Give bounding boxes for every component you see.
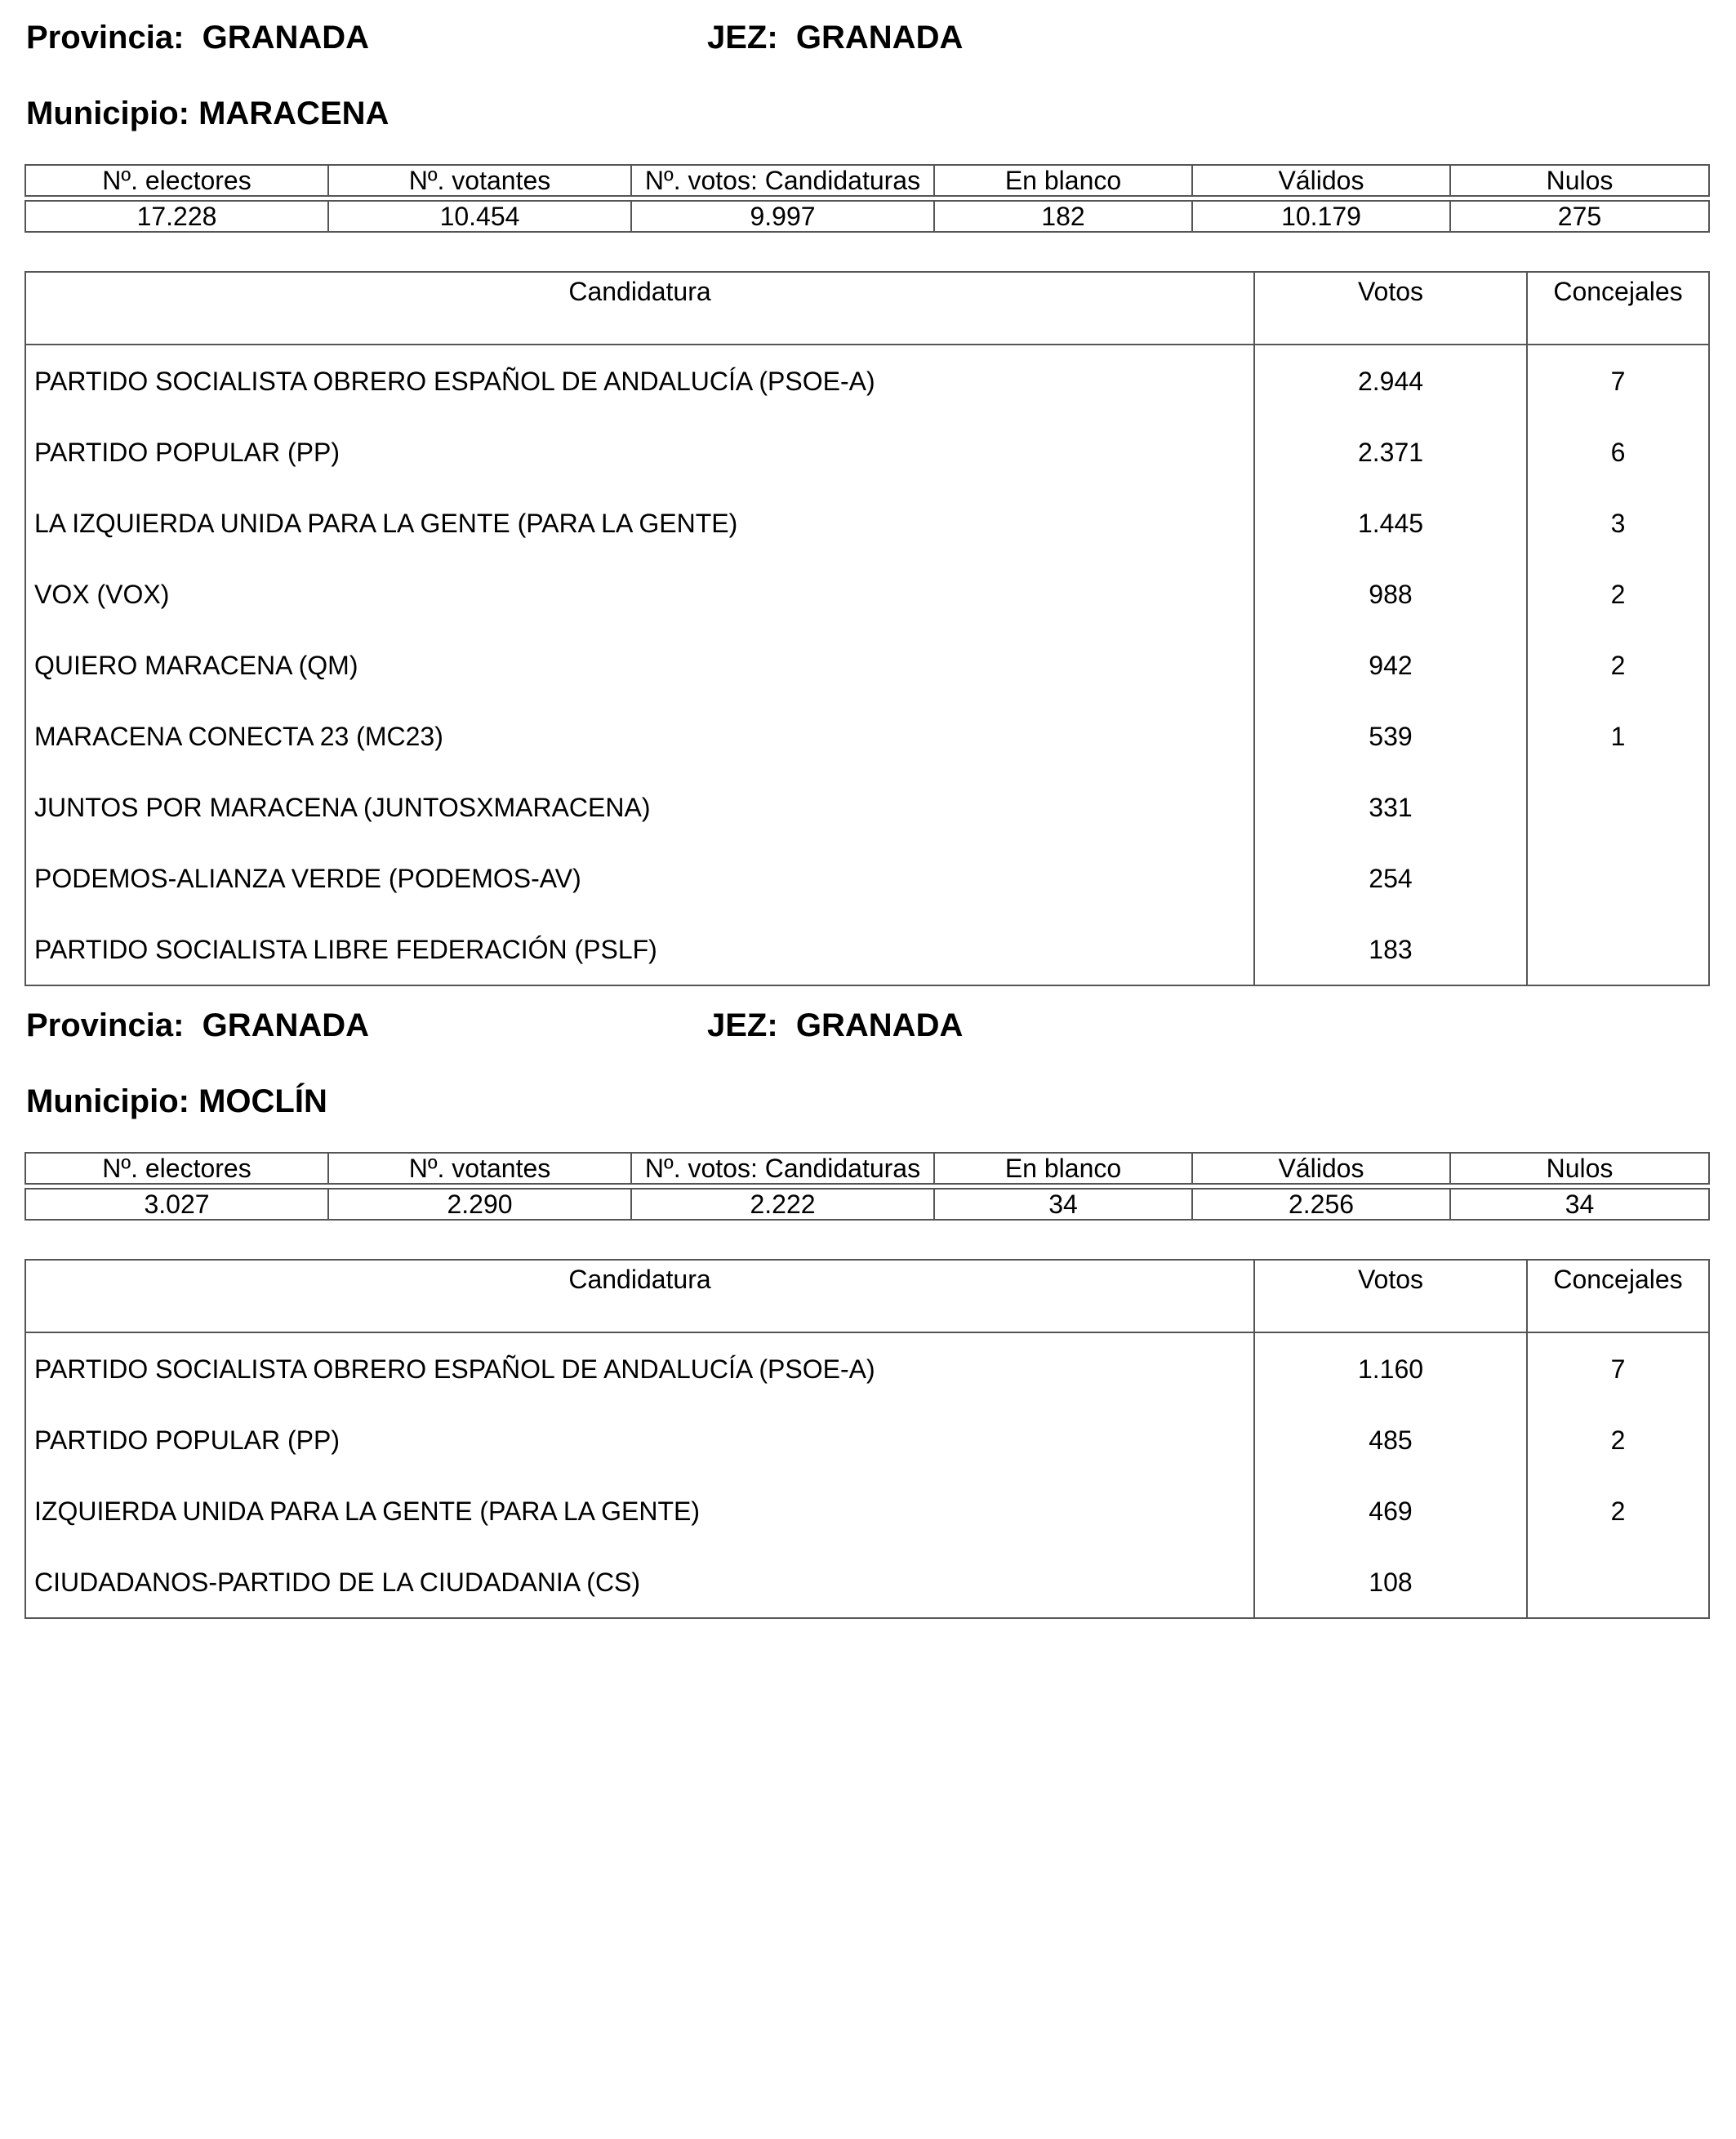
provincia-heading: Provincia: GRANADA (26, 1007, 370, 1043)
candidatura-seats: 1 (1527, 700, 1709, 772)
table-row (25, 345, 1709, 416)
candidatura-seats: 3 (1527, 487, 1709, 558)
results-header-row (25, 272, 1709, 345)
summary-header-validos: Válidos (1192, 1153, 1450, 1184)
summary-value-votos-candidaturas: 9.997 (631, 201, 934, 232)
summary-value-votos-candidaturas: 2.222 (631, 1189, 934, 1220)
candidatura-seats (1527, 772, 1709, 843)
summary-header-electores: Nº. electores (25, 1153, 328, 1184)
candidatura-name: PARTIDO POPULAR (PP) (25, 416, 1254, 487)
candidatura-votes: 988 (1254, 558, 1527, 629)
candidatura-votes: 331 (1254, 772, 1527, 843)
candidatura-seats (1527, 914, 1709, 985)
summary-value-nulos: 34 (1450, 1189, 1709, 1220)
results-table (24, 1259, 1710, 1619)
candidatura-seats: 2 (1527, 629, 1709, 700)
candidatura-votes: 469 (1254, 1475, 1527, 1546)
summary-header-row (25, 165, 1709, 196)
candidatura-name: PARTIDO SOCIALISTA LIBRE FEDERACIÓN (PSLF) (25, 914, 1254, 985)
table-row (25, 914, 1709, 985)
summary-value-validos: 10.179 (1192, 201, 1450, 232)
results-header-votos: Votos (1254, 272, 1527, 345)
candidatura-name: PARTIDO SOCIALISTA OBRERO ESPAÑOL DE ANDALUCÍA (PSOE-A) (25, 1332, 1254, 1404)
table-row (25, 487, 1709, 558)
table-row (25, 843, 1709, 914)
candidatura-name: CIUDADANOS-PARTIDO DE LA CIUDADANIA (CS) (25, 1546, 1254, 1618)
results-table (24, 271, 1710, 986)
candidatura-seats (1527, 843, 1709, 914)
summary-table (24, 1152, 1710, 1221)
results-header-candidatura: Candidatura (25, 1260, 1254, 1332)
summary-value-electores: 17.228 (25, 201, 328, 232)
municipio-heading: Municipio: MARACENA (26, 96, 389, 131)
candidatura-votes: 108 (1254, 1546, 1527, 1618)
candidatura-name: VOX (VOX) (25, 558, 1254, 629)
candidatura-seats: 7 (1527, 345, 1709, 416)
candidatura-seats: 2 (1527, 1475, 1709, 1546)
summary-value-validos: 2.256 (1192, 1189, 1450, 1220)
summary-value-nulos: 275 (1450, 201, 1709, 232)
results-header-candidatura: Candidatura (25, 272, 1254, 345)
table-row (25, 772, 1709, 843)
candidatura-votes: 254 (1254, 843, 1527, 914)
summary-header-row (25, 1153, 1709, 1184)
summary-header-votantes: Nº. votantes (328, 165, 631, 196)
candidatura-votes: 183 (1254, 914, 1527, 985)
table-row (25, 1332, 1709, 1404)
summary-value-en-blanco: 34 (934, 1189, 1192, 1220)
candidatura-votes: 1.445 (1254, 487, 1527, 558)
table-row (25, 629, 1709, 700)
candidatura-name: MARACENA CONECTA 23 (MC23) (25, 700, 1254, 772)
summary-header-validos: Válidos (1192, 165, 1450, 196)
summary-header-votos-candidaturas: Nº. votos: Candidaturas (631, 165, 934, 196)
candidatura-seats (1527, 1546, 1709, 1618)
candidatura-name: PARTIDO POPULAR (PP) (25, 1404, 1254, 1475)
candidatura-name: PODEMOS-ALIANZA VERDE (PODEMOS-AV) (25, 843, 1254, 914)
table-row (25, 558, 1709, 629)
summary-header-electores: Nº. electores (25, 165, 328, 196)
candidatura-votes: 2.944 (1254, 345, 1527, 416)
results-header-concejales: Concejales (1527, 272, 1709, 345)
table-row (25, 1404, 1709, 1475)
summary-value-en-blanco: 182 (934, 201, 1192, 232)
table-row (25, 700, 1709, 772)
summary-value-votantes: 2.290 (328, 1189, 631, 1220)
summary-header-votantes: Nº. votantes (328, 1153, 631, 1184)
candidatura-votes: 942 (1254, 629, 1527, 700)
jez-heading: JEZ: GRANADA (707, 1007, 964, 1043)
summary-header-votos-candidaturas: Nº. votos: Candidaturas (631, 1153, 934, 1184)
table-row (25, 416, 1709, 487)
candidatura-votes: 2.371 (1254, 416, 1527, 487)
candidatura-votes: 485 (1254, 1404, 1527, 1475)
summary-value-row (25, 1189, 1709, 1220)
jez-heading: JEZ: GRANADA (707, 20, 964, 56)
candidatura-seats: 2 (1527, 558, 1709, 629)
candidatura-name: JUNTOS POR MARACENA (JUNTOSXMARACENA) (25, 772, 1254, 843)
summary-value-votantes: 10.454 (328, 201, 631, 232)
candidatura-name: LA IZQUIERDA UNIDA PARA LA GENTE (PARA LA GENTE) (25, 487, 1254, 558)
candidatura-name: QUIERO MARACENA (QM) (25, 629, 1254, 700)
table-row (25, 1475, 1709, 1546)
candidatura-votes: 539 (1254, 700, 1527, 772)
table-row (25, 1546, 1709, 1618)
summary-header-nulos: Nulos (1450, 165, 1709, 196)
results-header-row (25, 1260, 1709, 1332)
candidatura-seats: 6 (1527, 416, 1709, 487)
candidatura-seats: 7 (1527, 1332, 1709, 1404)
summary-value-electores: 3.027 (25, 1189, 328, 1220)
candidatura-seats: 2 (1527, 1404, 1709, 1475)
candidatura-votes: 1.160 (1254, 1332, 1527, 1404)
provincia-heading: Provincia: GRANADA (26, 20, 370, 56)
results-header-concejales: Concejales (1527, 1260, 1709, 1332)
candidatura-name: IZQUIERDA UNIDA PARA LA GENTE (PARA LA GENTE) (25, 1475, 1254, 1546)
summary-value-row (25, 201, 1709, 232)
summary-header-en-blanco: En blanco (934, 165, 1192, 196)
summary-header-en-blanco: En blanco (934, 1153, 1192, 1184)
municipio-heading: Municipio: MOCLÍN (26, 1083, 327, 1119)
candidatura-name: PARTIDO SOCIALISTA OBRERO ESPAÑOL DE ANDALUCÍA (PSOE-A) (25, 345, 1254, 416)
summary-table (24, 164, 1710, 233)
summary-header-nulos: Nulos (1450, 1153, 1709, 1184)
results-header-votos: Votos (1254, 1260, 1527, 1332)
